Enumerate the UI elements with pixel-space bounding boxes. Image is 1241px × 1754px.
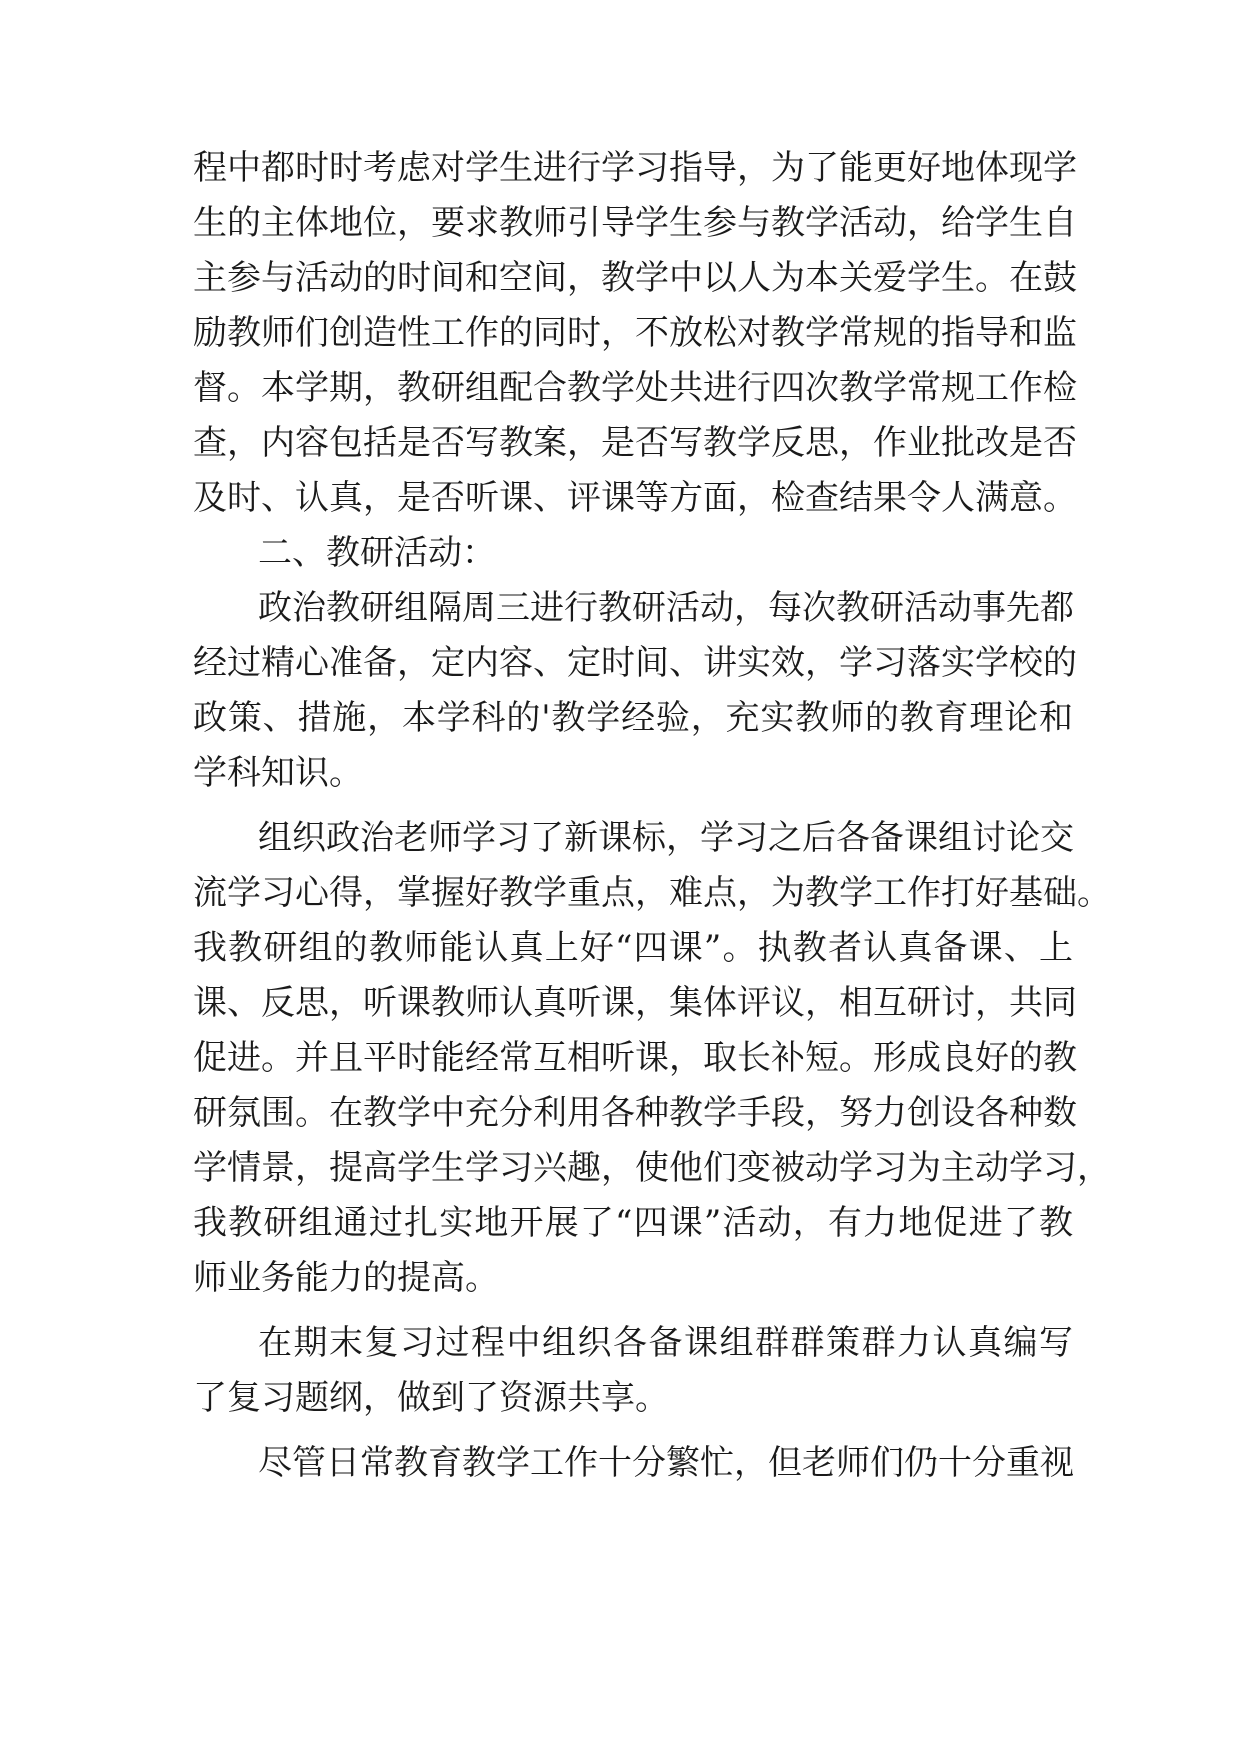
text-line: 流学习心得，掌握好教学重点，难点，为教学工作打好基础。: [193, 873, 1111, 913]
text-line: 课、反思，听课教师认真听课，集体评议，相互研讨，共同: [193, 983, 1077, 1023]
section-heading: 二、教研活动：: [258, 533, 496, 573]
text-line: 程中都时时考虑对学生进行学习指导，为了能更好地体现学: [193, 148, 1077, 188]
text-line: 促进。并且平时能经常互相听课，取长补短。形成良好的教: [193, 1038, 1077, 1078]
text-line: 我教研组的教师能认真上好“四课”。执教者认真备课、上: [193, 928, 1073, 968]
text-line: 学科知识。: [193, 753, 363, 793]
text-line: 主参与活动的时间和空间，教学中以人为本关爱学生。在鼓: [193, 258, 1077, 298]
text-line: 师业务能力的提高。: [193, 1258, 499, 1298]
text-line: 学情景，提高学生学习兴趣，使他们变被动学习为主动学习，: [193, 1148, 1111, 1188]
text-line: 政治教研组隔周三进行教研活动，每次教研活动事先都: [258, 588, 1074, 628]
text-line: 及时、认真，是否听课、评课等方面，检查结果令人满意。: [193, 478, 1077, 518]
text-line: 督。本学期，教研组配合教学处共进行四次教学常规工作检: [193, 368, 1077, 408]
text-line: 生的主体地位，要求教师引导学生参与教学活动，给学生自: [193, 203, 1077, 243]
text-line: 组织政治老师学习了新课标，学习之后各备课组讨论交: [258, 818, 1074, 858]
text-line: 尽管日常教育教学工作十分繁忙，但老师们仍十分重视: [258, 1443, 1074, 1483]
text-line: 励教师们创造性工作的同时，不放松对教学常规的指导和监: [193, 313, 1077, 353]
text-line: 经过精心准备，定内容、定时间、讲实效，学习落实学校的: [193, 643, 1077, 683]
text-line: 在期末复习过程中组织各备课组群群策群力认真编写: [258, 1323, 1073, 1363]
text-line: 研氛围。在教学中充分利用各种教学手段，努力创设各种数: [193, 1093, 1077, 1133]
text-line: 我教研组通过扎实地开展了“四课”活动，有力地促进了教: [193, 1203, 1073, 1243]
text-line: 政策、措施，本学科的'教学经验，充实教师的教育理论和: [193, 698, 1073, 738]
text-line: 查，内容包括是否写教案，是否写教学反思，作业批改是否: [193, 423, 1077, 463]
text-line: 了复习题纲，做到了资源共享。: [193, 1378, 669, 1418]
